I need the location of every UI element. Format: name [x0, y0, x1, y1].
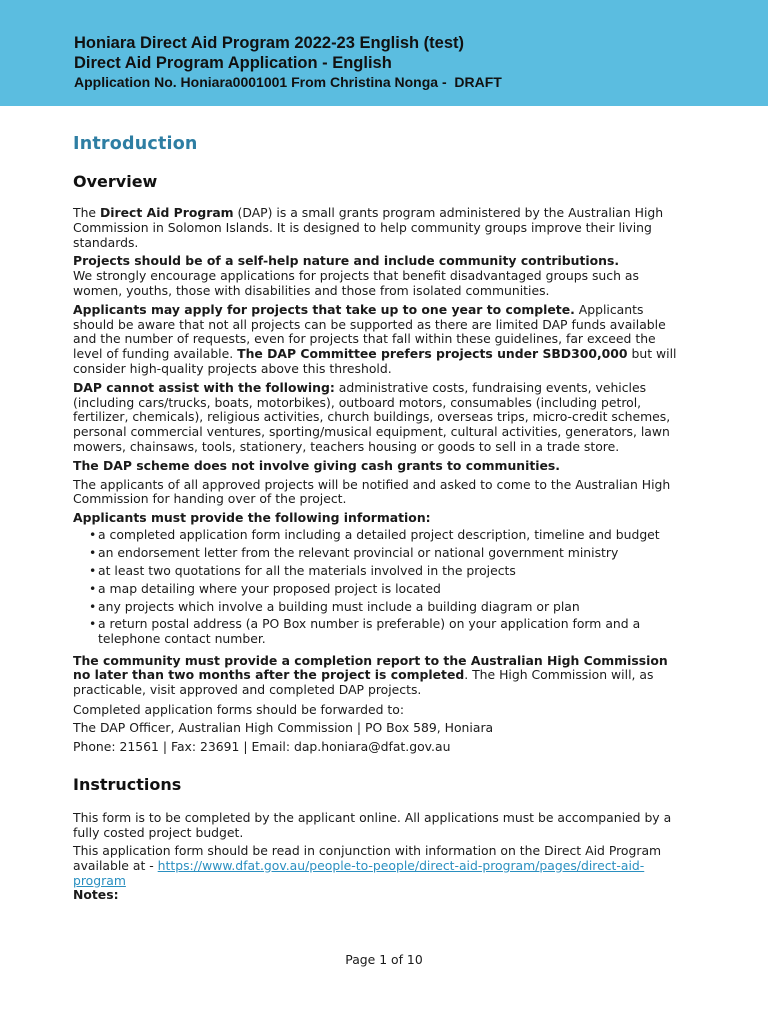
list-item: • any projects which involve a building must include a building diagram or plan: [89, 598, 580, 614]
list-item: • a map detailing where your proposed project is located: [89, 580, 441, 596]
list-item: • a return postal address (a PO Box number is preferable) on your application form and a telephone contact number.: [89, 616, 641, 646]
postal-address: The DAP Officer, Australian High Commission | PO Box 589, Honiara: [73, 720, 494, 736]
introduction-heading: Introduction: [73, 134, 198, 154]
instructions-paragraph-1: This form is to be completed by the applicant online. All applications must be accompanied by a fully costed project budget.: [73, 810, 672, 841]
contact-details: Phone: 21561 | Fax: 23691 | Email: dap.honiara@dfat.gov.au: [73, 738, 451, 754]
overview-paragraph-7: Applicants must provide the following information:: [73, 510, 431, 526]
overview-heading: Overview: [73, 172, 158, 191]
overview-paragraph-3: Applicants may apply for projects that take up to one year to complete. Applicants should be aware that not all projects can be supported as there are limited DAP funds available and the number of requests, even for projects that fall within these guidelines, far exceed the level of funding available. The DAP Committee prefers projects under SBD300,000 but will consider high-quality projects above this threshold.: [73, 301, 677, 376]
overview-paragraph-4: DAP cannot assist with the following: administrative costs, fundraising events, vehicles (including cars/trucks, boats, motorbikes), outboard motors, consumables (including petrol, fertilizer, chemicals), religious activities, church buildings, overseas trips, micro-credit schemes, personal commercial ventures, sporting/musical equipment, cultural activities, generators, lawn mowers, chainsaws, tools, stationery, teachers housing or goods to sell in a trade store.: [73, 379, 671, 454]
dap-website-link[interactable]: https://www.dfat.gov.au/people-to-people/direct-aid-program/pages/direct-aid-program: [73, 857, 645, 888]
overview-paragraph-2: Projects should be of a self-help nature and include community contributions. We strongly encourage applications for projects that benefit disadvantaged groups such as women, youths, those with disabilities and those from isolated communities.: [73, 253, 639, 298]
document-header: [0, 0, 768, 106]
contact-block: [73, 701, 683, 757]
overview-paragraph-6: The applicants of all approved projects will be notified and asked to come to the Australian High Commission for handing over of the project.: [73, 476, 671, 507]
instructions-paragraph-2: This application form should be read in conjunction with information on the Direct Aid Program available at - https://www.dfat.gov.au/people-to-people/direct-aid-program/pages/direct-aid-program: [73, 843, 662, 888]
instructions-heading: Instructions: [73, 775, 182, 795]
requirements-list: [73, 528, 683, 647]
document-body: [73, 134, 683, 903]
notes-label: Notes:: [73, 887, 119, 903]
list-item: • an endorsement letter from the relevant provincial or national government ministry: [89, 544, 619, 560]
page-number: Page 1 of 10: [345, 952, 423, 967]
list-item: • a completed application form including a detailed project description, timeline and budget: [89, 526, 660, 542]
forwarding-note: Completed application forms should be forwarded to:: [73, 701, 405, 717]
overview-paragraph-5: The DAP scheme does not involve giving cash grants to communities.: [73, 457, 560, 473]
overview-paragraph-1: The Direct Aid Program (DAP) is a small grants program administered by the Australian High Commission in Solomon Islands. It is designed to help community groups improve their living standards.: [73, 205, 664, 250]
application-number: Application No. Honiara0001001 From Christina Nonga - DRAFT: [74, 74, 502, 90]
form-title: Direct Aid Program Application - English: [74, 54, 392, 72]
list-item: • at least two quotations for all the materials involved in the projects: [89, 562, 516, 578]
program-title: Honiara Direct Aid Program 2022-23 English (test): [74, 34, 464, 52]
overview-paragraph-8: The community must provide a completion report to the Australian High Commission no later than two months after the project is completed. The High Commission will, as practicable, visit approved and completed DAP projects.: [73, 652, 668, 698]
